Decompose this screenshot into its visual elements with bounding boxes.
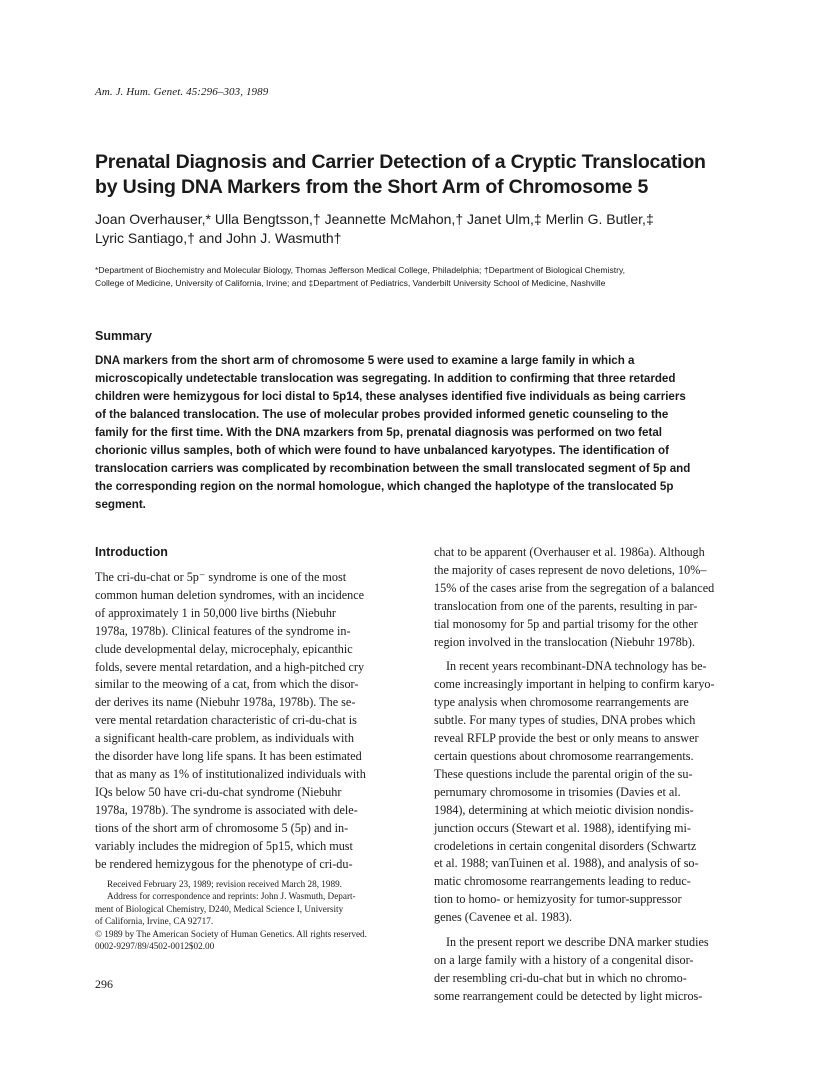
title-line: Prenatal Diagnosis and Carrier Detection of a Cryptic Translocation [95,151,706,173]
body-line: pernumary chromosome in trisomies (Davies et al. [434,784,681,799]
body-line: 1978a, 1978b). The syndrome is associated with dele- [95,802,358,817]
body-line: vere mental retardation characteristic of cri-du-chat is [95,713,357,728]
body-line: reveal RFLP provide the best or only means to answer [434,731,699,746]
body-line: chat to be apparent (Overhauser et al. 1986a). Although [434,545,705,559]
affiliation-line: College of Medicine, University of California, Irvine; and ‡Department of Pediatrics, Vanderbilt University School of Medicine, Nashville [95,278,606,288]
body-line: folds, severe mental retardation, and a high-pitched cry [95,659,365,674]
body-line: tion to homo- or hemizyosity for tumor-suppressor [434,892,682,907]
body-line: 1978a, 1978b). Clinical features of the syndrome in- [95,623,351,638]
body-line: the disorder have long life spans. It has been estimated [95,749,362,764]
body-line: clude developmental delay, microcephaly, epicanthic [95,641,353,656]
abstract-line: chorionic villus samples, both of which were found to have unbalanced karyotypes. The identification of [95,444,669,457]
paragraph-gap [434,927,764,934]
body-line: type analysis when chromosome rearrangements are [434,695,689,710]
affiliations [95,264,785,290]
introduction-heading: Introduction [95,545,168,559]
body-line: In the present report we describe DNA marker studies [446,935,709,950]
body-line: region involved in the translocation (Niebuhr 1978b). [434,634,695,649]
body-line: translocation from one of the parents, resulting in par- [434,598,698,613]
abstract-line: children were hemizygous for loci distal to 5p14, these analyses identified five individuals as being carriers [95,390,686,403]
abstract-line: translocation carriers was complicated by recombination between the small translocated segment of 5p and [95,462,691,475]
body-line: some rearrangement could be detected by light micros- [434,988,703,1003]
right-column-body [434,544,764,1006]
abstract-line: microscopically undetectable translocation was segregating. In addition to confirming that three retarded [95,372,676,385]
body-line: junction occurs (Stewart et al. 1988), identifying mi- [434,820,691,835]
abstract-line: family for the first time. With the DNA mzarkers from 5p, prenatal diagnosis was performed on two fetal [95,426,663,439]
abstract-line: of the balanced translocation. The use of molecular probes provided informed genetic counseling to the [95,408,669,421]
body-line: genes (Cavenee et al. 1983). [434,910,573,925]
body-line: et al. 1988; vanTuinen et al. 1988), and analysis of so- [434,856,699,871]
journal-reference: Am. J. Hum. Genet. 45:296–303, 1989 [95,86,269,98]
paragraph-gap [434,651,764,658]
abstract-line: the corresponding region on the normal homologue, which changed the haplotype of the translocated 5p [95,480,674,493]
affiliation-line: *Department of Biochemistry and Molecular Biology, Thomas Jefferson Medical College, Philadelphia; †Department of Biological Chemistry, [95,265,626,275]
body-line: These questions include the parental origin of the su- [434,766,693,781]
body-line: 1984), determining at which meiotic division nondis- [434,802,694,817]
author-list [95,210,785,248]
body-line: on a large family with a history of a congenital disor- [434,952,694,967]
abstract [95,352,787,514]
body-line: common human deletion syndromes, with an incidence [95,587,365,602]
body-line: of approximately 1 in 50,000 live births (Niebuhr [95,605,336,620]
body-line: the majority of cases represent de novo deletions, 10%– [434,562,707,577]
body-line: variably includes the midregion of 5p15, which must [95,838,353,853]
footnote-line: of California, Irvine, CA 92717. [95,916,214,927]
body-line: come increasingly important in helping to confirm karyo- [434,677,715,692]
body-line: IQs below 50 have cri-du-chat syndrome (Niebuhr [95,784,342,799]
body-line: tial monosomy for 5p and partial trisomy for the other [434,616,698,631]
body-line: matic chromosome rearrangements leading to reduc- [434,874,691,889]
footnote-line: ment of Biological Chemistry, D240, Medical Science I, University [95,903,344,914]
footnote-line: © 1989 by The American Society of Human Genetics. All rights reserved. [95,928,367,939]
page-number: 296 [95,977,113,991]
body-line: a significant health-care problem, as individuals with [95,731,354,746]
body-line: subtle. For many types of studies, DNA probes which [434,713,696,728]
author-line: Lyric Santiago,† and John J. Wasmuth† [95,230,342,246]
body-line: The cri-du-chat or 5p⁻ syndrome is one of the most [95,570,347,584]
body-line: crodeletions in certain congenital disorders (Schwartz [434,838,697,853]
summary-heading: Summary [95,329,152,343]
body-line: similar to the meowing of a cat, from which the disor- [95,677,359,692]
body-line: be rendered hemizygous for the phenotype of cri-du- [95,856,353,871]
body-line: certain questions about chromosome rearrangements. [434,748,694,763]
abstract-line: segment. [95,498,146,511]
article-footnotes [95,878,415,952]
body-line: tions of the short arm of chromosome 5 (5p) and in- [95,820,349,835]
footnote-line: Address for correspondence and reprints: John J. Wasmuth, Depart- [107,891,356,902]
body-line: 15% of the cases arise from the segregation of a balanced [434,580,715,595]
author-line: Joan Overhauser,* Ulla Bengtsson,† Jeannette McMahon,† Janet Ulm,‡ Merlin G. Butler,‡ [95,211,654,227]
body-line: that as many as 1% of institutionalized individuals with [95,766,366,781]
abstract-line: DNA markers from the short arm of chromosome 5 were used to examine a large family in which a [95,354,635,367]
body-line: der derives its name (Niebuhr 1978a, 1978b). The se- [95,695,356,710]
body-line: In recent years recombinant-DNA technology has be- [446,659,707,674]
body-line: der resembling cri-du-chat but in which no chromo- [434,970,687,985]
footnote-line: 0002-9297/89/4502-0012$02.00 [95,941,215,952]
title-line: by Using DNA Markers from the Short Arm of Chromosome 5 [95,176,649,198]
footnote-line: Received February 23, 1989; revision received March 28, 1989. [107,879,342,889]
left-column-body [95,569,413,873]
article-title [95,150,785,200]
